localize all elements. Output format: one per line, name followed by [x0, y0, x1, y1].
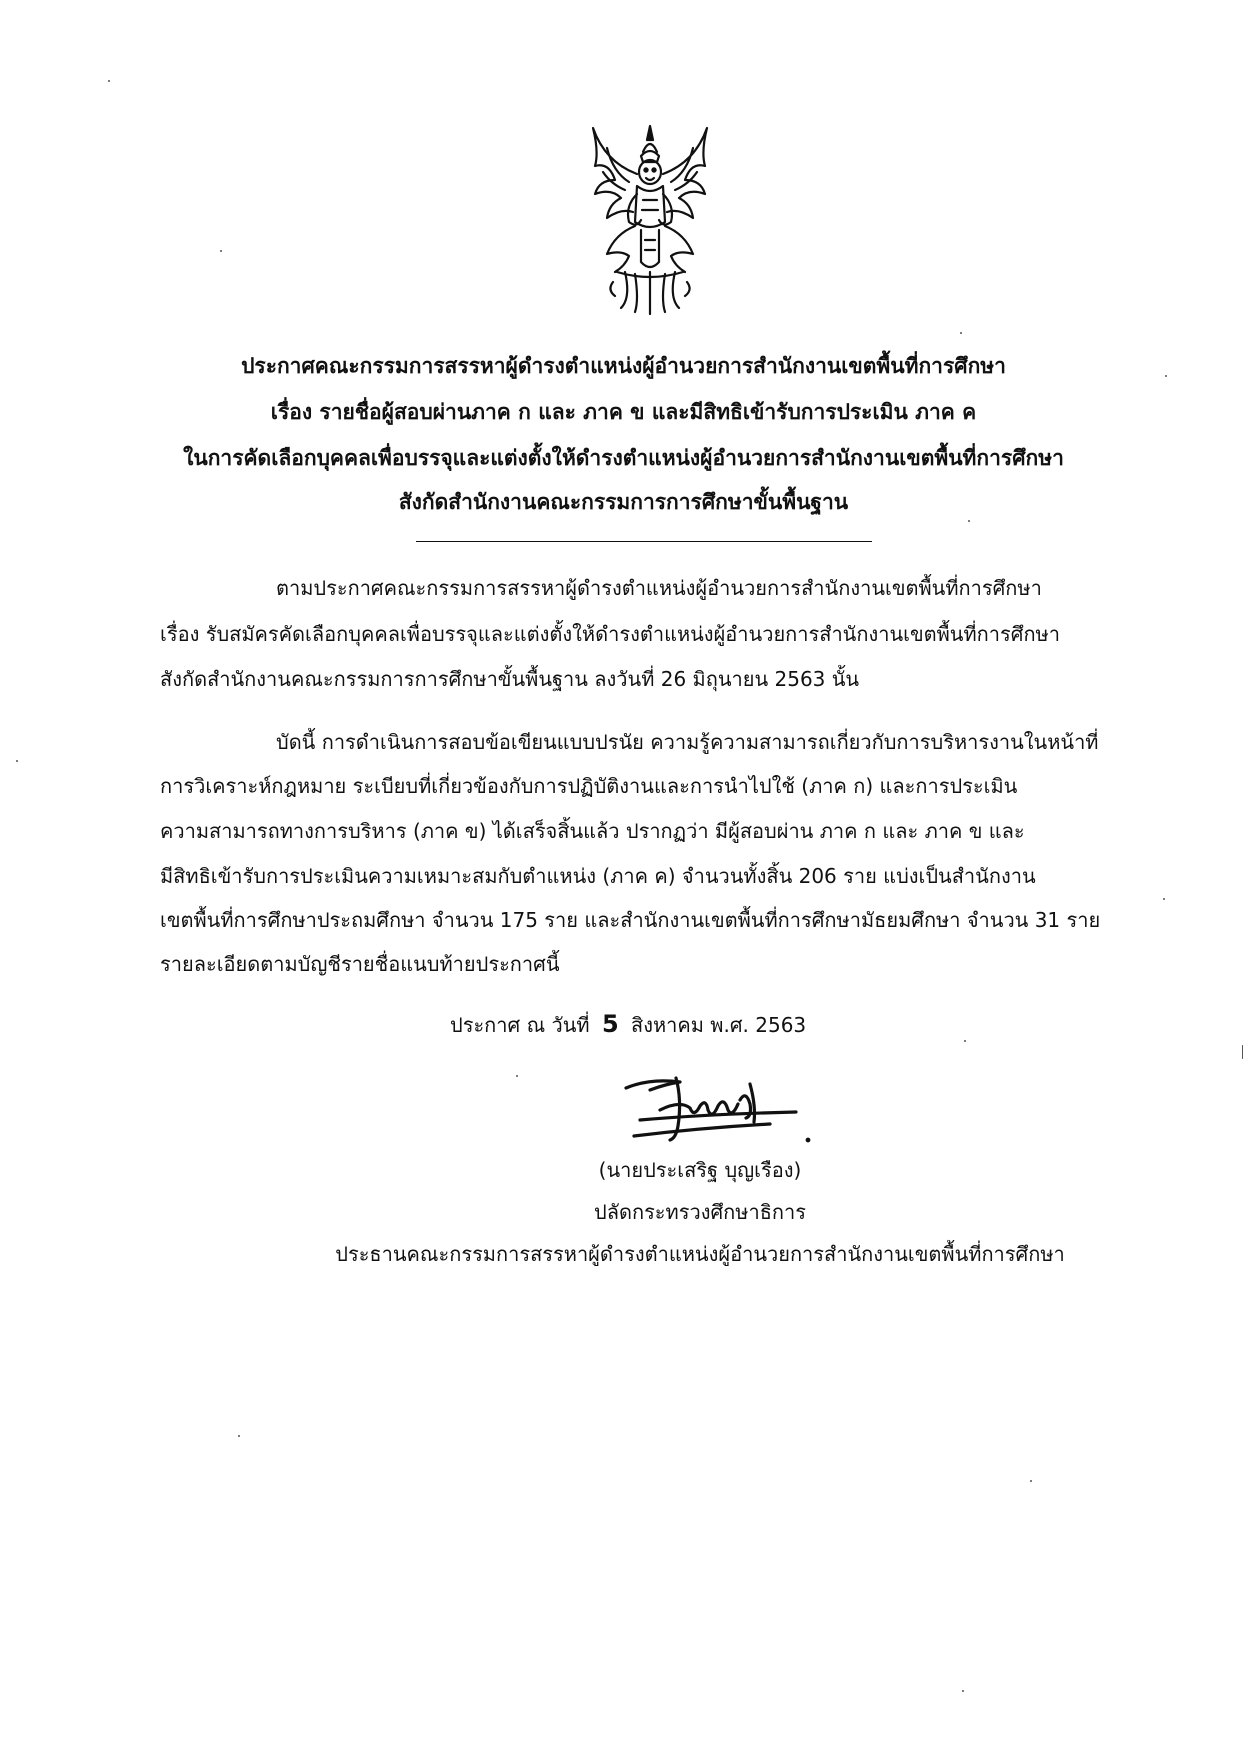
heading-divider: [416, 541, 872, 542]
announcement-prefix: ประกาศ ณ วันที่: [450, 1013, 590, 1037]
scan-speck: [960, 332, 962, 334]
paragraph-1-line-3: สังกัดสำนักงานคณะกรรมการการศึกษาขั้นพื้นฐาน ลงวันที่ 26 มิถุนายน 2563 นั้น: [160, 667, 860, 691]
garuda-emblem-icon: [585, 122, 715, 317]
scan-speck: [1165, 375, 1167, 377]
signatory-role: ประธานคณะกรรมการสรรหาผู้ดำรงตำแหน่งผู้อำนวยการสำนักงานเขตพื้นที่การศึกษา: [335, 1242, 1065, 1266]
announcement-day: 5: [601, 1010, 619, 1038]
scan-speck: [16, 760, 18, 762]
signatory-position: ปลัดกระทรวงศึกษาธิการ: [594, 1200, 806, 1224]
heading-line-3: ในการคัดเลือกบุคคลเพื่อบรรจุและแต่งตั้งให้ดำรงตำแหน่งผู้อำนวยการสำนักงานเขตพื้นที่การศึกษา: [183, 446, 1064, 470]
announcement-suffix: สิงหาคม พ.ศ. 2563: [631, 1013, 807, 1037]
announcement-date: [450, 1010, 806, 1039]
scan-speck: [220, 250, 222, 252]
paragraph-1-line-2: เรื่อง รับสมัครคัดเลือกบุคคลเพื่อบรรจุและแต่งตั้งให้ดำรงตำแหน่งผู้อำนวยการสำนักงานเขตพื้นที่การศึกษา: [160, 622, 1060, 646]
scan-speck: [108, 80, 110, 82]
scan-speck: [968, 520, 970, 522]
paragraph-2-line-3: ความสามารถทางการบริหาร (ภาค ข) ได้เสร็จสิ้นแล้ว ปรากฏว่า มีผู้สอบผ่าน ภาค ก และ ภาค ข และ: [160, 819, 1025, 843]
heading-line-4: สังกัดสำนักงานคณะกรรมการการศึกษาขั้นพื้นฐาน: [398, 490, 849, 514]
signatory-name: (นายประเสริฐ บุญเรือง): [598, 1158, 802, 1182]
scan-speck: [238, 1435, 240, 1437]
paragraph-2-line-5: เขตพื้นที่การศึกษาประถมศึกษา จำนวน 175 ราย และสำนักงานเขตพื้นที่การศึกษามัธยมศึกษา จำนวน 31 ราย: [160, 908, 1101, 932]
scan-speck: [1163, 898, 1165, 900]
heading-line-1: ประกาศคณะกรรมการสรรหาผู้ดำรงตำแหน่งผู้อำนวยการสำนักงานเขตพื้นที่การศึกษา: [241, 354, 1006, 378]
paragraph-1-line-1: ตามประกาศคณะกรรมการสรรหาผู้ดำรงตำแหน่งผู้อำนวยการสำนักงานเขตพื้นที่การศึกษา: [276, 576, 1042, 600]
paragraph-2-line-6: รายละเอียดตามบัญชีรายชื่อแนบท้ายประกาศนี้: [160, 952, 560, 976]
scan-speck: [962, 1690, 964, 1692]
heading-line-2: เรื่อง รายชื่อผู้สอบผ่านภาค ก และ ภาค ข และมีสิทธิเข้ารับการประเมิน ภาค ค: [270, 400, 977, 424]
scan-speck: [1030, 1480, 1032, 1482]
paragraph-2-line-1: บัดนี้ การดำเนินการสอบข้อเขียนแบบปรนัย ความรู้ความสามารถเกี่ยวกับการบริหารงานในหน้าที่: [276, 730, 1099, 754]
paragraph-2-line-2: การวิเคราะห์กฎหมาย ระเบียบที่เกี่ยวข้องกับการปฏิบัติงานและการนำไปใช้ (ภาค ก) และการประเมิน: [160, 774, 1018, 798]
handwritten-signature: [620, 1070, 820, 1150]
scan-speck: [1242, 1045, 1243, 1059]
scan-speck: [964, 1040, 966, 1042]
scan-speck: [516, 1075, 518, 1077]
paragraph-2-line-4: มีสิทธิเข้ารับการประเมินความเหมาะสมกับตำแหน่ง (ภาค ค) จำนวนทั้งสิ้น 206 ราย แบ่งเป็นสำนักงาน: [160, 864, 1036, 888]
